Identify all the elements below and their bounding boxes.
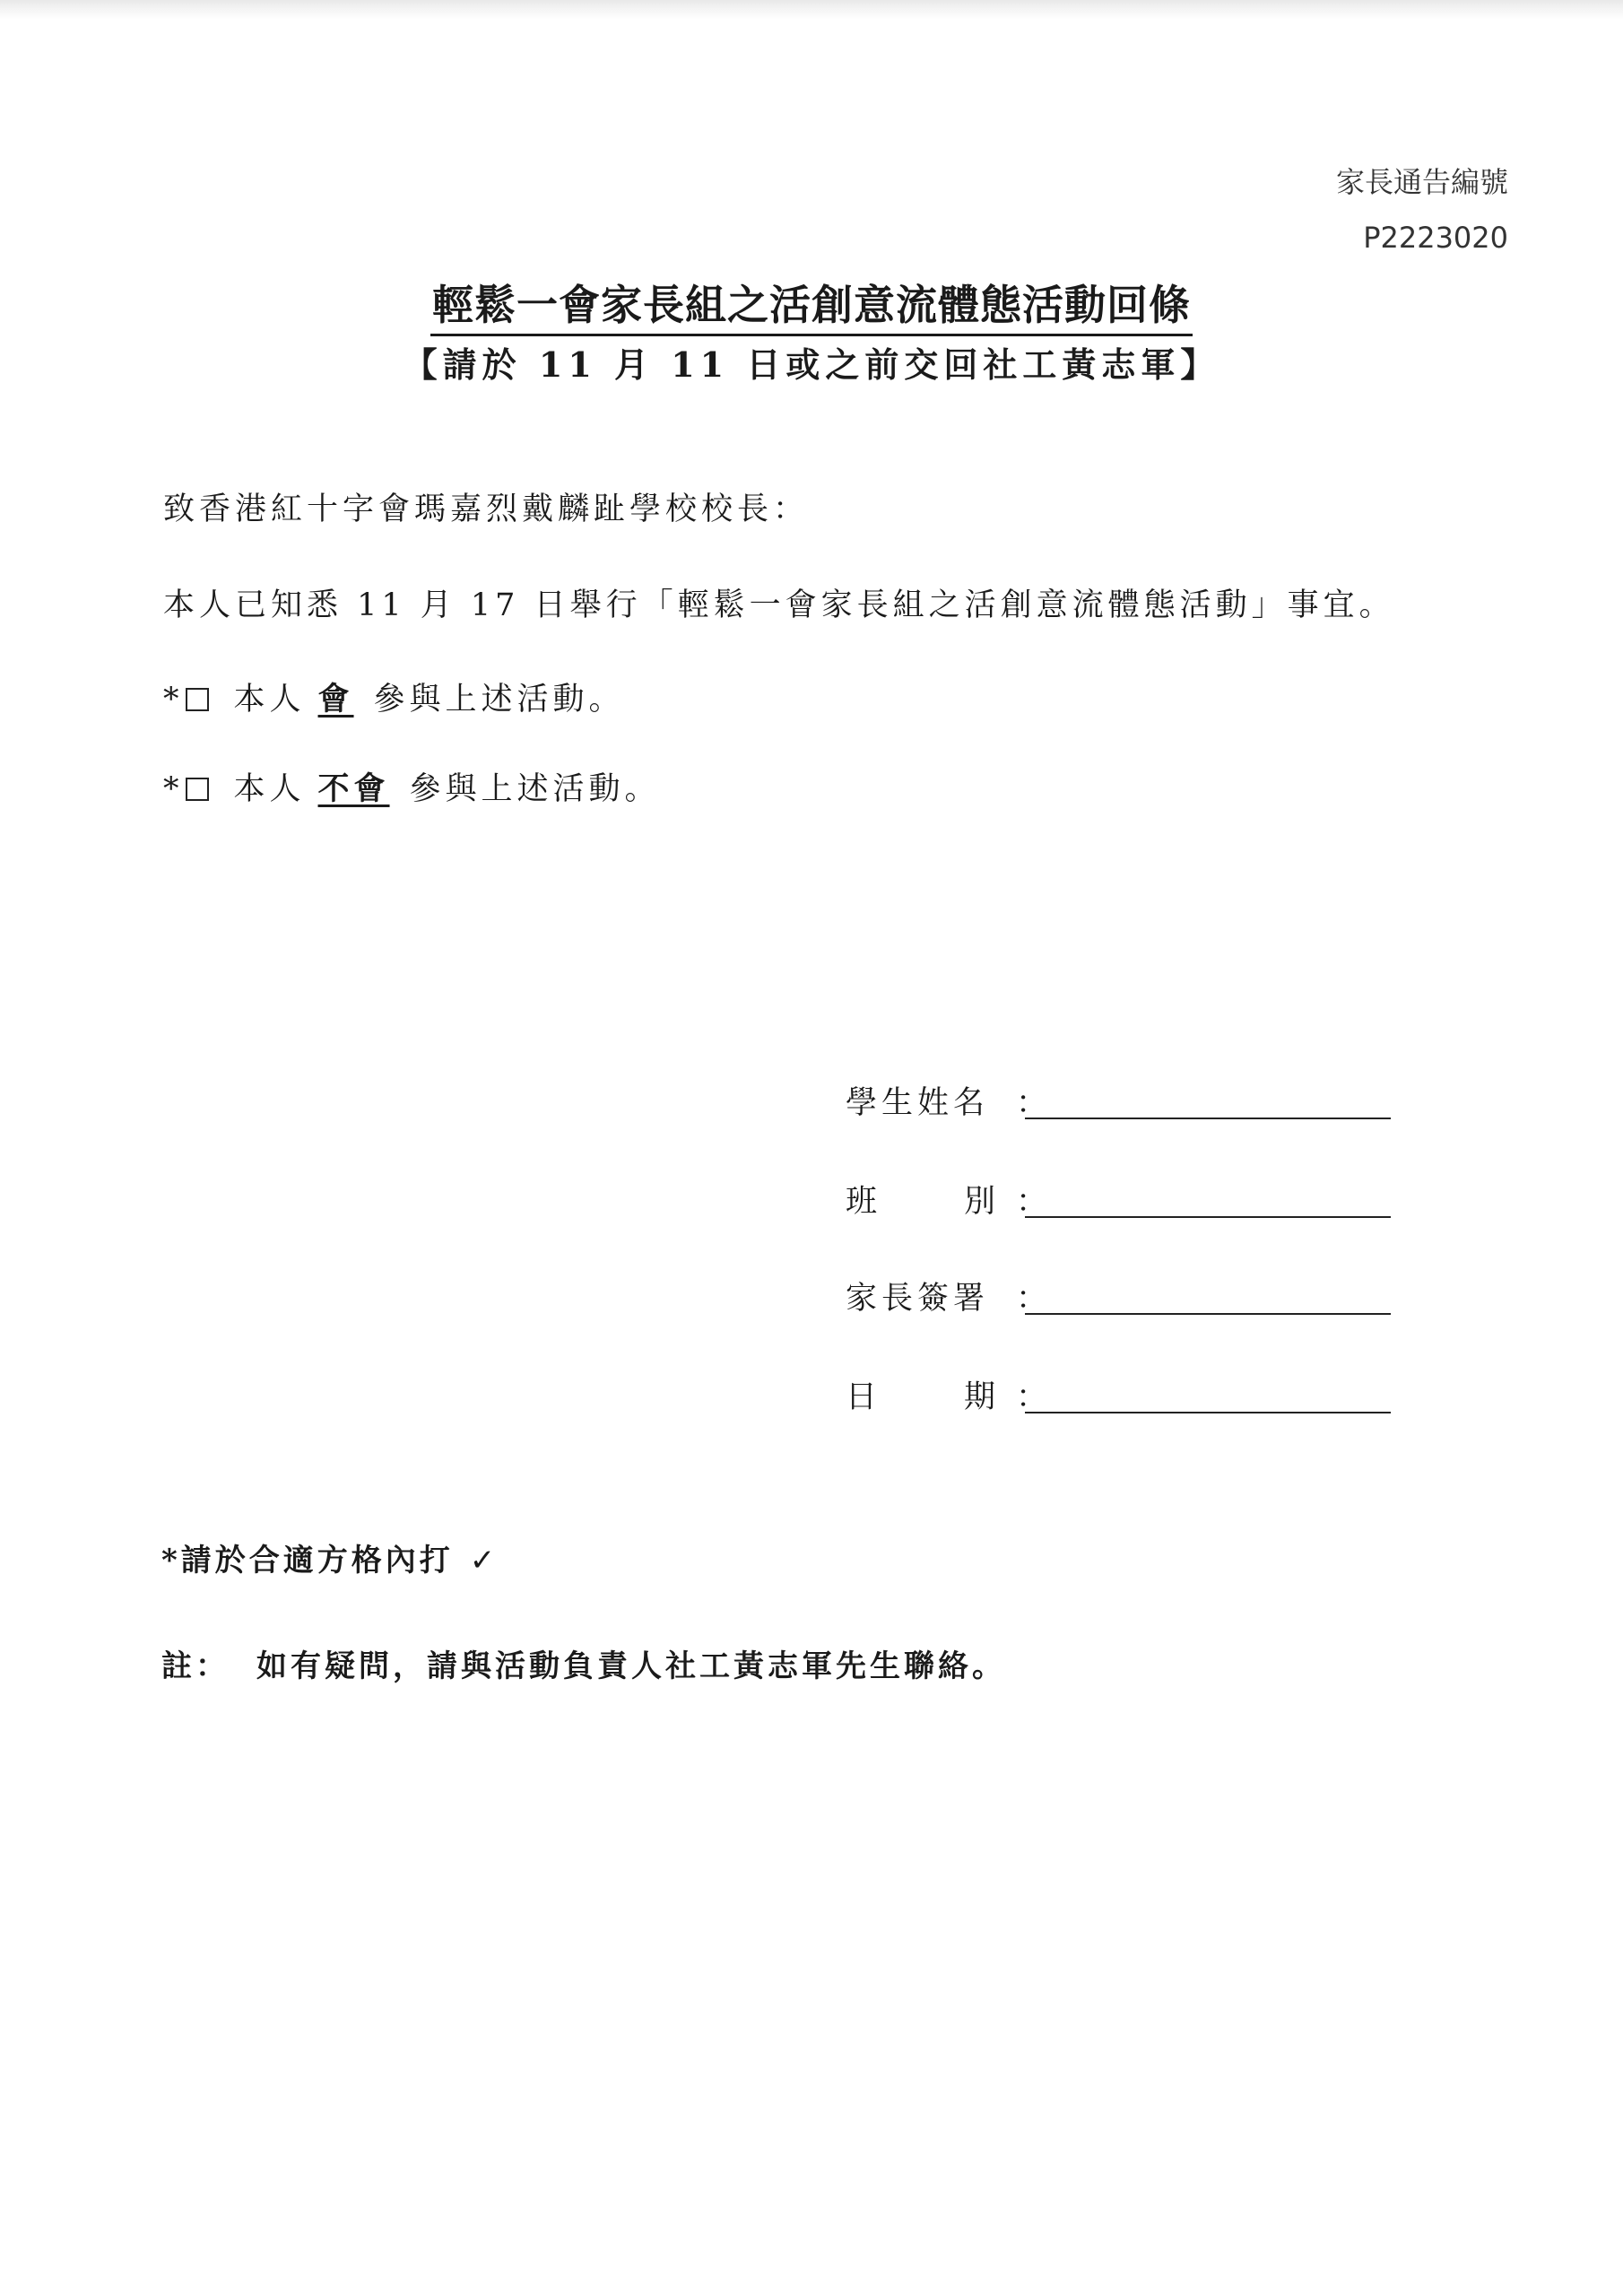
remark-label: 註： — [161, 1648, 230, 1684]
check-mark-icon: ✓ — [469, 1543, 499, 1578]
option-attend-prefix: * — [163, 682, 184, 718]
option-attend — [163, 674, 625, 719]
attend-checkbox[interactable] — [186, 688, 209, 711]
class-label-char-2: 別 — [964, 1184, 1001, 1220]
field-colon: ： — [1016, 1379, 1053, 1415]
option-attend-rest: 參與上述活動。 — [373, 682, 625, 718]
date-label-char-2: 期 — [964, 1379, 1001, 1415]
student-name-field — [846, 1078, 1053, 1123]
date-label — [846, 1372, 1016, 1417]
date-label-char-1: 日 — [846, 1379, 882, 1415]
date-field — [846, 1372, 1053, 1417]
tick-instruction — [161, 1535, 499, 1579]
not-attend-checkbox[interactable] — [186, 778, 209, 801]
class-input-line[interactable] — [1025, 1216, 1391, 1218]
title-block — [0, 278, 1623, 390]
field-colon: ： — [1016, 1281, 1053, 1317]
class-label — [846, 1177, 1016, 1222]
notice-number-block — [1336, 154, 1508, 265]
option-attend-emphasis: 會 — [317, 681, 354, 718]
scan-edge — [0, 0, 1623, 20]
parent-signature-label: 家長簽署 — [846, 1281, 990, 1317]
class-field — [846, 1177, 1053, 1222]
parent-signature-input-line[interactable] — [1025, 1313, 1391, 1315]
notice-number-label: 家長通告編號 — [1335, 165, 1508, 199]
option-not-attend-rest: 參與上述活動。 — [409, 771, 661, 807]
student-name-input-line[interactable] — [1025, 1118, 1391, 1119]
remark — [161, 1641, 1006, 1685]
option-not-attend — [163, 764, 661, 809]
option-not-attend-prefix: * — [163, 771, 184, 807]
date-input-line[interactable] — [1025, 1412, 1391, 1413]
parent-signature-field — [846, 1274, 1053, 1318]
return-deadline: 【請於 11 月 11 日或之前交回社工黃志軍】 — [403, 344, 1220, 385]
page-title: 輕鬆一會家長組之活創意流體態活動回條 — [430, 278, 1193, 336]
addressee: 致香港紅十字會瑪嘉烈戴麟趾學校校長： — [163, 491, 810, 527]
notice-number: P2223020 — [1363, 221, 1508, 255]
class-label-char-1: 班 — [846, 1184, 882, 1220]
student-name-label: 學生姓名 — [846, 1085, 990, 1121]
tick-instruction-text: *請於合適方格內打 — [161, 1543, 454, 1578]
field-colon: ： — [1016, 1184, 1053, 1220]
remark-text: 如有疑問，請與活動負責人社工黃志軍先生聯絡。 — [256, 1648, 1006, 1684]
option-not-attend-emphasis: 不會 — [317, 770, 390, 807]
field-colon: ： — [1016, 1085, 1053, 1121]
acknowledgement: 本人已知悉 11 月 17 日舉行「輕鬆一會家長組之活創意流體態活動」事宜。 — [163, 587, 1395, 623]
option-not-attend-subject: 本人 — [233, 771, 306, 807]
option-attend-subject: 本人 — [233, 682, 306, 718]
